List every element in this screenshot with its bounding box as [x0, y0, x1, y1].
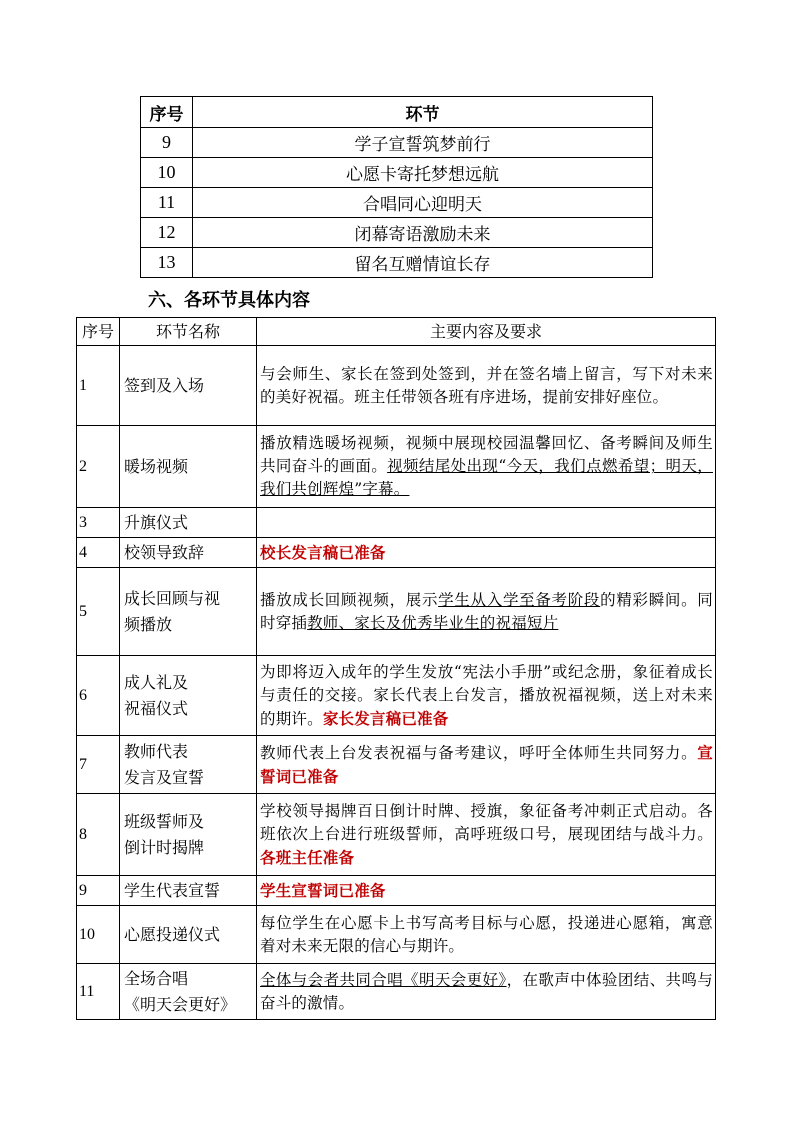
row-segment-name — [120, 656, 257, 736]
content-text: 每位学生在心愿卡上书写高考目标与心愿，投递进心愿箱，寓意着对未来无限的信心与期许。 — [260, 913, 713, 955]
row-seq: 9 — [141, 128, 193, 158]
row-seq: 4 — [77, 538, 120, 568]
content-text: ，在歌声中体验团结、共鸣与奋斗的激情。 — [260, 970, 713, 1012]
table-row — [77, 794, 716, 876]
table-row — [141, 218, 653, 248]
row-segment: 留名互赠情谊长存 — [193, 248, 653, 278]
table-row — [77, 906, 716, 964]
segment-name-line: 频播放 — [124, 614, 173, 634]
table-row — [77, 538, 716, 568]
segment-name-line: 暖场视频 — [124, 456, 189, 476]
segment-name-line: 升旗仪式 — [124, 512, 189, 532]
table-row — [141, 158, 653, 188]
content-text: 学生从入学至备考阶段 — [438, 590, 601, 609]
header-seq: 序号 — [77, 318, 120, 346]
row-segment-name — [120, 794, 257, 876]
row-segment-name — [120, 876, 257, 906]
segment-name-line: 校领导致辞 — [124, 542, 205, 562]
row-seq: 10 — [141, 158, 193, 188]
segment-name-line: 全场合唱 — [124, 968, 189, 988]
segment-details-table — [76, 317, 716, 1020]
table-row — [77, 346, 716, 426]
content-text: 的精彩瞬间。同时穿插 — [260, 590, 713, 632]
row-seq: 5 — [77, 568, 120, 656]
segment-name-line: 发言及宣誓 — [124, 767, 205, 787]
row-seq: 3 — [77, 508, 120, 538]
table-row — [77, 964, 716, 1020]
row-segment-name — [120, 538, 257, 568]
row-content — [257, 508, 716, 538]
status-note: 各班主任准备 — [260, 847, 355, 867]
status-note: 学生宣誓词已准备 — [260, 880, 386, 900]
row-content — [257, 656, 716, 736]
content-text: 视频结尾处出现“今天，我们点燃希望；明天，我们共创辉煌”字幕。 — [260, 457, 713, 498]
content-text: 为即将迈入成年的学生发放“宪法小手册”或纪念册，象征着成长与责任的交接。家长代表上台发言，播放祝福视频，送上对未来的期许。 — [260, 662, 713, 728]
row-content — [257, 964, 716, 1020]
segment-name-line: 《明天会更好》 — [124, 994, 237, 1014]
row-seq: 11 — [77, 964, 120, 1020]
row-seq: 11 — [141, 188, 193, 218]
table-row — [141, 128, 653, 158]
row-segment: 心愿卡寄托梦想远航 — [193, 158, 653, 188]
row-seq: 1 — [77, 346, 120, 426]
header-segment-name: 环节名称 — [120, 318, 257, 346]
row-content — [257, 568, 716, 656]
row-seq: 10 — [77, 906, 120, 964]
row-content — [257, 794, 716, 876]
segment-name-line: 签到及入场 — [124, 375, 205, 395]
row-segment-name — [120, 736, 257, 794]
table-row — [77, 426, 716, 508]
content-text: 教师代表上台发表祝福与备考建议，呼吁全体师生共同努力。 — [260, 743, 698, 762]
row-content — [257, 538, 716, 568]
segment-name-line: 学生代表宣誓 — [124, 880, 221, 900]
row-seq: 12 — [141, 218, 193, 248]
table-row — [77, 568, 716, 656]
row-content — [257, 736, 716, 794]
header-content: 主要内容及要求 — [257, 318, 716, 346]
row-seq: 2 — [77, 426, 120, 508]
section-title: 六、各环节具体内容 — [148, 290, 310, 311]
row-segment: 学子宣誓筑梦前行 — [193, 128, 653, 158]
table-row — [141, 248, 653, 278]
header-seq: 序号 — [141, 97, 193, 128]
status-note: 宣誓词已准备 — [260, 742, 713, 786]
row-seq: 7 — [77, 736, 120, 794]
row-segment-name — [120, 568, 257, 656]
row-content — [257, 426, 716, 508]
row-seq: 13 — [141, 248, 193, 278]
table-row — [77, 876, 716, 906]
segment-name-line: 班级誓师及 — [124, 811, 205, 831]
row-segment-name — [120, 508, 257, 538]
row-segment-name — [120, 426, 257, 508]
program-overview-table — [140, 96, 653, 278]
row-seq: 8 — [77, 794, 120, 876]
table-header-row — [77, 318, 716, 346]
content-text: 播放成长回顾视频，展示 — [260, 590, 439, 609]
table-row — [77, 736, 716, 794]
segment-name-line: 成人礼及 — [124, 672, 189, 692]
row-content — [257, 906, 716, 964]
row-content — [257, 346, 716, 426]
header-segment: 环节 — [193, 97, 653, 128]
row-content — [257, 876, 716, 906]
segment-details-body — [77, 346, 716, 1020]
row-segment: 闭幕寄语激励未来 — [193, 218, 653, 248]
segment-name-line: 教师代表 — [124, 741, 189, 761]
row-segment-name — [120, 906, 257, 964]
segment-name-line: 倒计时揭牌 — [124, 837, 205, 857]
table-row — [141, 188, 653, 218]
row-seq: 6 — [77, 656, 120, 736]
content-text: 学校领导揭牌百日倒计时牌、授旗，象征备考冲刺正式启动。各班依次上台进行班级誓师，高呼班级口号，展现团结与战斗力。 — [260, 801, 713, 843]
content-text: 全体与会者共同合唱《明天会更好》 — [260, 970, 507, 989]
table-row — [77, 656, 716, 736]
table-row — [77, 508, 716, 538]
row-seq: 9 — [77, 876, 120, 906]
table-header-row — [141, 97, 653, 128]
segment-name-line: 祝福仪式 — [124, 698, 189, 718]
row-segment-name — [120, 346, 257, 426]
row-segment-name — [120, 964, 257, 1020]
segment-name-line: 心愿投递仪式 — [124, 924, 221, 944]
content-text: 播放精选暖场视频，视频中展现校园温馨回忆、备考瞬间及师生共同奋斗的画面。 — [260, 434, 713, 475]
row-segment: 合唱同心迎明天 — [193, 188, 653, 218]
status-note: 家长发言稿已准备 — [322, 708, 449, 728]
status-note: 校长发言稿已准备 — [260, 542, 386, 562]
segment-name-line: 成长回顾与视 — [124, 588, 221, 608]
content-text: 教师、家长及优秀毕业生的祝福短片 — [307, 613, 559, 632]
content-text: 与会师生、家长在签到处签到，并在签名墙上留言，写下对未来的美好祝福。班主任带领各班有序进场，提前安排好座位。 — [260, 364, 713, 406]
